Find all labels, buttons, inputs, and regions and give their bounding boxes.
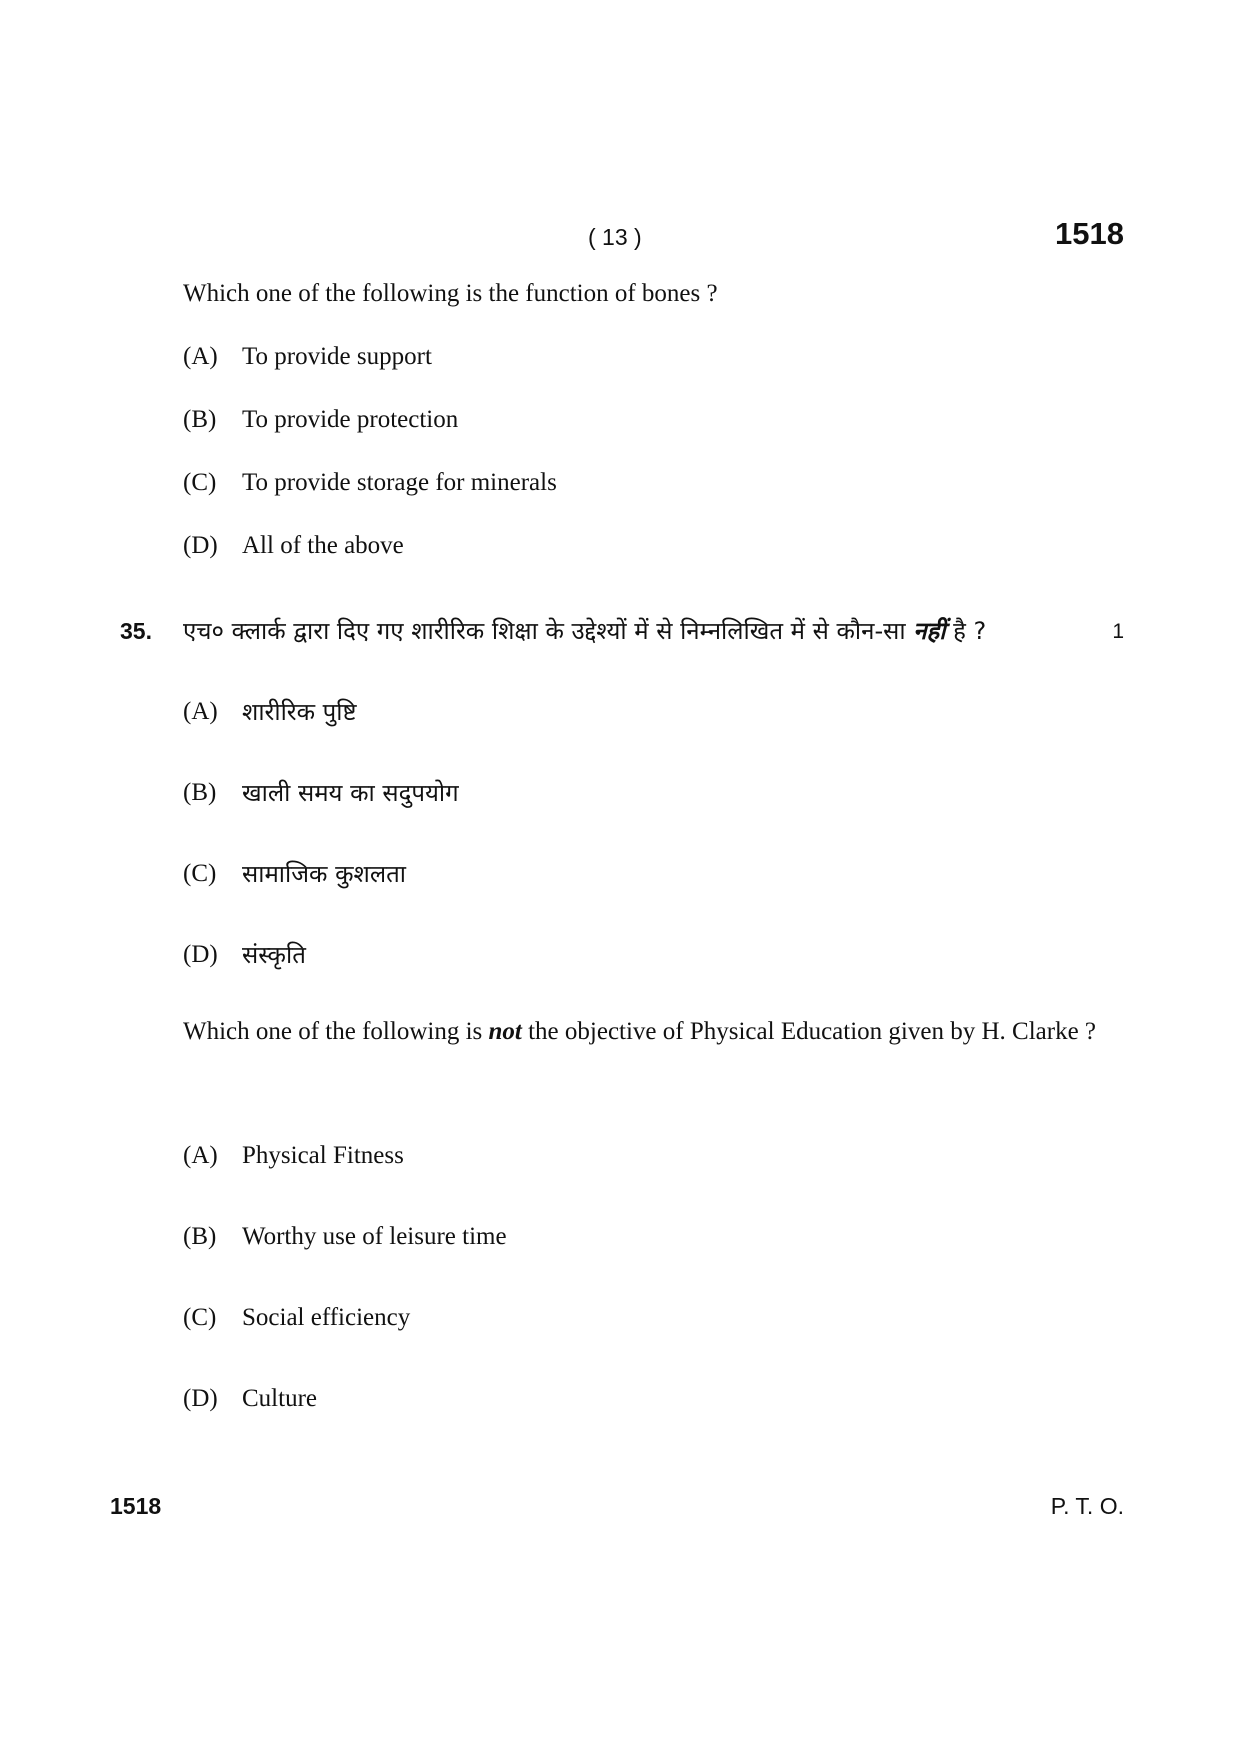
q35-english-post: the objective of Physical Education given by H. Clarke ? xyxy=(528,1018,1097,1045)
q35-english-option-a-letter: (A) xyxy=(183,1142,218,1169)
page-number: ( 13 ) xyxy=(588,224,642,250)
q35-hindi-option-d-text: संस्कृति xyxy=(242,941,306,969)
q35-english-pre: Which one of the following is xyxy=(183,1018,483,1045)
q35-hindi-option-a-text: शारीरिक पुष्टि xyxy=(242,698,357,726)
q35-english-option-b-letter: (B) xyxy=(183,1223,217,1250)
q35-english-option-b-text: Worthy use of leisure time xyxy=(242,1223,507,1250)
q35-hindi-option-c-text: सामाजिक कुशलता xyxy=(242,860,407,888)
q34-option-c-text: To provide storage for minerals xyxy=(242,469,557,496)
q35-hindi-option-c-letter: (C) xyxy=(183,860,217,887)
q35-english-option-c-letter: (C) xyxy=(183,1304,217,1331)
question-34-english: Which one of the following is the function of bones ? xyxy=(183,280,718,307)
q35-hindi-emphasis: नहीं xyxy=(913,617,946,645)
q34-option-a-letter: (A) xyxy=(183,343,218,370)
paper-code-footer: 1518 xyxy=(110,1493,162,1519)
q34-option-b-text: To provide protection xyxy=(242,406,459,433)
q34-option-d-text: All of the above xyxy=(242,532,404,559)
question-number: 35. xyxy=(120,618,152,644)
question-35-english xyxy=(183,1010,1128,1054)
q35-english-option-d-letter: (D) xyxy=(183,1385,218,1412)
q34-option-d-letter: (D) xyxy=(183,532,218,559)
q35-hindi-option-a-letter: (A) xyxy=(183,698,218,725)
question-35-hindi xyxy=(183,614,986,647)
q35-hindi-option-b-text: खाली समय का सदुपयोग xyxy=(242,779,459,807)
q35-hindi-option-b-letter: (B) xyxy=(183,779,217,806)
pto-label: P. T. O. xyxy=(1050,1493,1124,1519)
q35-english-emphasis: not xyxy=(488,1018,522,1045)
q35-hindi-post: है ? xyxy=(953,617,987,645)
q35-english-option-d-text: Culture xyxy=(242,1385,317,1412)
q35-hindi-pre: एच० क्लार्क द्वारा दिए गए शारीरिक शिक्षा के उद्देश्यों में से निम्नलिखित में से कौन-सा xyxy=(183,617,906,645)
q34-option-a-text: To provide support xyxy=(242,343,432,370)
q35-hindi-option-d-letter: (D) xyxy=(183,941,218,968)
paper-code-header: 1518 xyxy=(1055,216,1124,251)
q35-english-option-a-text: Physical Fitness xyxy=(242,1142,404,1169)
q34-option-c-letter: (C) xyxy=(183,469,217,496)
q34-option-b-letter: (B) xyxy=(183,406,217,433)
q35-english-option-c-text: Social efficiency xyxy=(242,1304,411,1331)
question-marks: 1 xyxy=(1112,620,1124,643)
